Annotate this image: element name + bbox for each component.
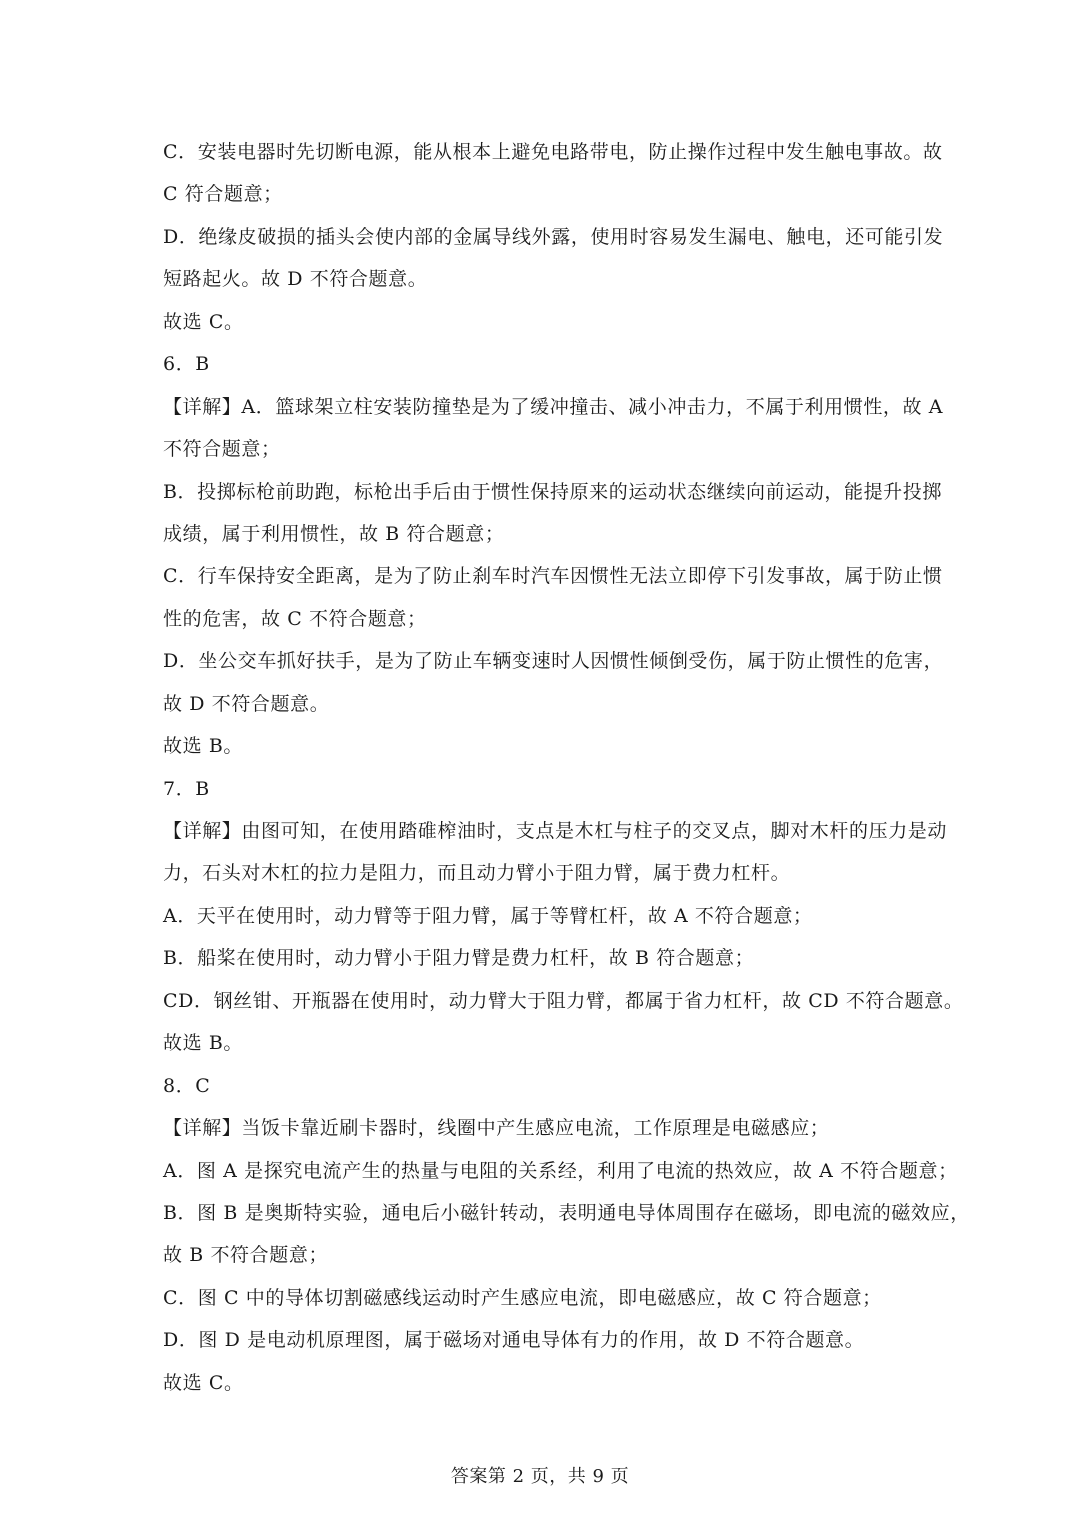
text-line: C．安装电器时先切断电源，能从根本上避免电路带电，防止操作过程中发生触电事故。故 [163,141,943,163]
text-line: 成绩，属于利用惯性，故 B 符合题意； [163,522,505,545]
text-line: 不符合题意； [163,438,281,461]
text-line: D．坐公交车抓好扶手，是为了防止车辆变速时人因惯性倾倒受伤，属于防止惯性的危害， [163,650,944,673]
text-line: CD．钢丝钳、开瓶器在使用时，动力臂大于阻力臂，都属于省力杠杆，故 CD 不符合题意。 [163,989,964,1012]
text-line: 【详解】由图可知，在使用踏碓榨油时，支点是木杠与柱子的交叉点，脚对木杆的压力是动 [163,820,948,842]
text-line: 7．B [163,777,210,800]
text-line: C．行车保持安全距离，是为了防止刹车时汽车因惯性无法立即停下引发事故，属于防止惯 [163,565,943,588]
text-line: D．绝缘皮破损的插头会使内部的金属导线外露，使用时容易发生漏电、触电，还可能引发 [163,225,944,248]
text-line: D．图 D 是电动机原理图，属于磁场对通电导体有力的作用，故 D 不符合题意。 [163,1329,865,1352]
text-line: B．图 B 是奥斯特实验，通电后小磁针转动，表明通电导体周围存在磁场，即电流的磁效应， [163,1201,970,1224]
text-line: 6．B [163,353,210,376]
text-line: 【详解】A．篮球架立柱安装防撞垫是为了缓冲撞击、减小冲击力，不属于利用惯性，故 A [163,395,944,418]
text-line: 【详解】当饭卡靠近刷卡器时，线圈中产生感应电流，工作原理是电磁感应； [163,1117,830,1140]
text-line: 故 B 不符合题意； [163,1244,329,1267]
answer-text-body [163,131,970,1404]
text-line: 故选 C。 [163,1371,244,1394]
text-line: C 符合题意； [163,183,283,206]
text-line: 故选 B。 [163,1032,244,1055]
text-line: B．船桨在使用时，动力臂小于阻力臂是费力杠杆，故 B 符合题意； [163,947,755,970]
text-line: 故选 B。 [163,735,244,758]
text-line: 性的危害，故 C 不符合题意； [163,607,427,630]
text-line: 故选 C。 [163,310,244,333]
text-line: C．图 C 中的导体切割磁感线运动时产生感应电流，即电磁感应，故 C 符合题意； [163,1286,882,1309]
text-line: 故 D 不符合题意。 [163,692,330,715]
text-line: 8．C [163,1074,211,1097]
page-footer: 答案第 2 页，共 9 页 [450,1466,630,1487]
text-line: A．图 A 是探究电流产生的热量与电阻的关系经，利用了电流的热效应，故 A 不符合题意； [163,1159,958,1182]
text-line: 短路起火。故 D 不符合题意。 [163,268,428,291]
text-line: 力，石头对木杠的拉力是阻力，而且动力臂小于阻力臂，属于费力杠杆。 [163,862,791,885]
text-line: A．天平在使用时，动力臂等于阻力臂，属于等臂杠杆，故 A 不符合题意； [163,904,813,927]
text-line: B．投掷标枪前助跑，标枪出手后由于惯性保持原来的运动状态继续向前运动，能提升投掷 [163,480,942,503]
